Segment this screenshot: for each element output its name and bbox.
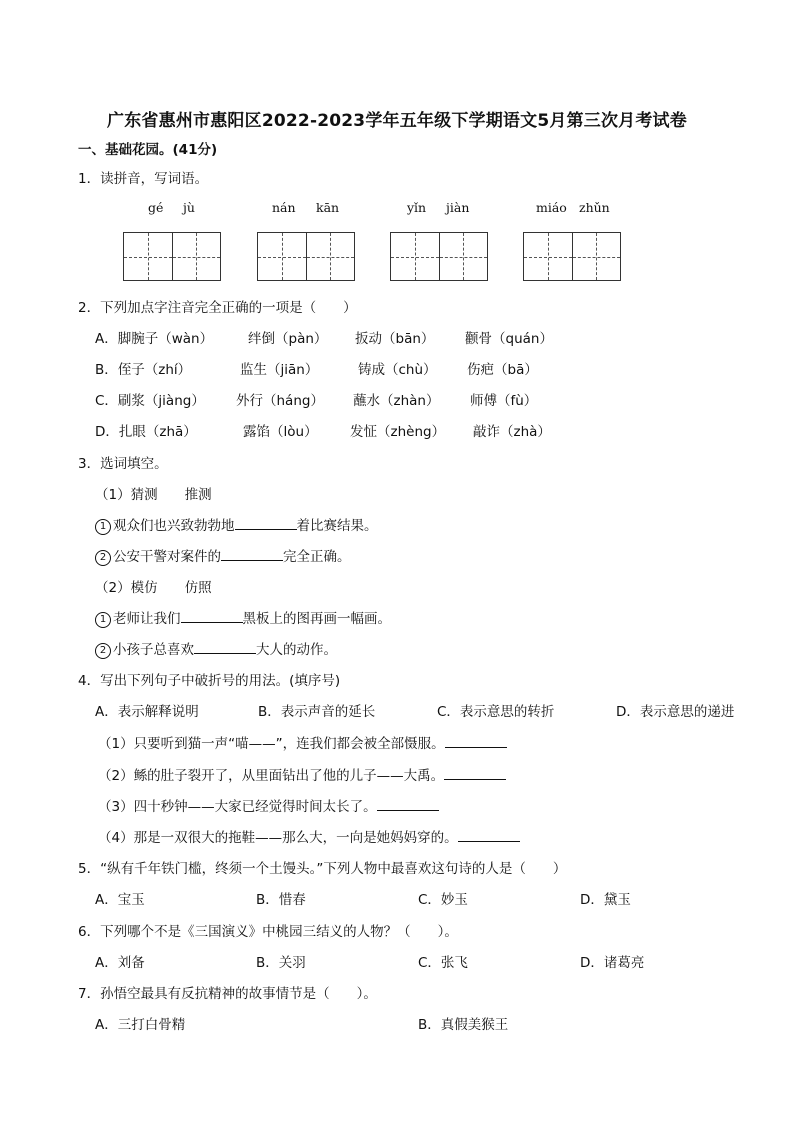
answer-blank[interactable] bbox=[181, 608, 243, 623]
question-1-stem: 1．读拼音，写词语。 bbox=[78, 171, 209, 187]
option-b: B．表示声音的延长 bbox=[258, 704, 376, 720]
sentence-text: （4）那是一双很大的拖鞋——那么大，一向是她妈妈穿的。 bbox=[98, 830, 458, 846]
word-pair: （2）模仿 仿照 bbox=[95, 580, 212, 596]
option-word: 监生（jiān） bbox=[240, 362, 319, 378]
answer-blank[interactable] bbox=[458, 827, 520, 842]
option-d: D．诸葛亮 bbox=[580, 955, 645, 971]
question-6-stem: 6．下列哪个不是《三国演义》中桃园三结义的人物？（ ）。 bbox=[78, 924, 458, 940]
option-c: C．张飞 bbox=[418, 955, 468, 971]
writing-grid[interactable] bbox=[257, 232, 355, 281]
option-word: 伤疤（bā） bbox=[467, 362, 538, 378]
sentence-text: 老师让我们 bbox=[113, 611, 181, 627]
answer-blank[interactable] bbox=[377, 796, 439, 811]
word-pair: （1）猜测 推测 bbox=[95, 487, 212, 503]
answer-blank[interactable] bbox=[194, 639, 256, 654]
sentence-text: 观众们也兴致勃勃地 bbox=[113, 518, 235, 534]
option-word: 铸成（chù） bbox=[358, 362, 437, 378]
option-word: 师傅（fù） bbox=[470, 393, 538, 409]
circled-number: 2 bbox=[95, 643, 111, 659]
option-c: C．妙玉 bbox=[418, 892, 468, 908]
option-d: D．表示意思的递进 bbox=[616, 704, 735, 720]
option-a: A．表示解释说明 bbox=[95, 704, 199, 720]
option-word: 敲诈（zhà） bbox=[473, 424, 551, 440]
option-a: A．刘备 bbox=[95, 955, 145, 971]
circled-number: 1 bbox=[95, 612, 111, 628]
question-4-stem: 4．写出下列句子中破折号的用法。(填序号) bbox=[78, 673, 341, 689]
answer-blank[interactable] bbox=[445, 733, 507, 748]
option-word: 扳动（bān） bbox=[355, 331, 435, 347]
pinyin: jiàn bbox=[446, 200, 470, 215]
option-a: A．三打白骨精 bbox=[95, 1017, 186, 1033]
section-heading: 一、基础花园。(41分) bbox=[78, 142, 218, 158]
pinyin: gé bbox=[148, 200, 164, 215]
sentence-text: 完全正确。 bbox=[283, 549, 351, 565]
pinyin: kān bbox=[316, 200, 340, 215]
sentence-item bbox=[98, 732, 507, 752]
circled-number: 1 bbox=[95, 519, 111, 535]
option-word: 发怔（zhèng） bbox=[350, 424, 446, 440]
page-title: 广东省惠州市惠阳区2022-2023学年五年级下学期语文5月第三次月考试卷 bbox=[107, 111, 687, 131]
option-b: B．侄子（zhí） bbox=[95, 362, 192, 378]
sentence-text: 黑板上的图再画一幅画。 bbox=[242, 611, 391, 627]
circled-number: 2 bbox=[95, 550, 111, 566]
sentence-text: 小孩子总喜欢 bbox=[113, 642, 194, 658]
pinyin: jù bbox=[183, 200, 195, 215]
question-5-stem: 5．“纵有千年铁门槛，终须一个土馒头。”下列人物中最喜欢这句诗的人是（ ） bbox=[78, 861, 567, 877]
sentence-item bbox=[98, 764, 506, 784]
fill-sentence bbox=[95, 607, 391, 628]
sentence-text: （1）只要听到猫一声“喵——”，连我们都会被全部慑服。 bbox=[98, 736, 445, 752]
option-word: 露馅（lòu） bbox=[243, 424, 318, 440]
question-2-stem: 2．下列加点字注音完全正确的一项是（ ） bbox=[78, 300, 357, 316]
option-b: B．关羽 bbox=[256, 955, 306, 971]
writing-grid[interactable] bbox=[390, 232, 488, 281]
option-b: B．真假美猴王 bbox=[418, 1017, 509, 1033]
option-word: 蘸水（zhàn） bbox=[353, 393, 440, 409]
answer-blank[interactable] bbox=[235, 515, 297, 530]
option-a: A．宝玉 bbox=[95, 892, 145, 908]
sentence-text: （3）四十秒钟——大家已经觉得时间太长了。 bbox=[98, 799, 377, 815]
sentence-text: （2）鲧的肚子裂开了，从里面钻出了他的儿子——大禹。 bbox=[98, 768, 445, 784]
fill-sentence bbox=[95, 545, 351, 566]
pinyin: yǐn bbox=[407, 200, 427, 215]
fill-sentence bbox=[95, 514, 378, 535]
question-7-stem: 7．孙悟空最具有反抗精神的故事情节是（ ）。 bbox=[78, 986, 377, 1002]
option-word: 绊倒（pàn） bbox=[248, 331, 328, 347]
option-b: B．惜春 bbox=[256, 892, 306, 908]
pinyin: miáo bbox=[536, 200, 567, 215]
sentence-text: 着比赛结果。 bbox=[296, 518, 378, 534]
sentence-item bbox=[98, 795, 439, 815]
writing-grid[interactable] bbox=[523, 232, 621, 281]
question-3-stem: 3．选词填空。 bbox=[78, 456, 168, 472]
option-c: C．刷浆（jiàng） bbox=[95, 393, 205, 409]
answer-blank[interactable] bbox=[221, 546, 283, 561]
sentence-text: 大人的动作。 bbox=[256, 642, 337, 658]
fill-sentence bbox=[95, 638, 337, 659]
option-d: D．黛玉 bbox=[580, 892, 631, 908]
answer-blank[interactable] bbox=[444, 765, 506, 780]
writing-grid[interactable] bbox=[123, 232, 221, 281]
pinyin: zhǔn bbox=[579, 200, 610, 215]
option-a: A．脚腕子（wàn） bbox=[95, 331, 214, 347]
option-d: D．扎眼（zhā） bbox=[95, 424, 197, 440]
option-word: 颧骨（quán） bbox=[465, 331, 553, 347]
pinyin: nán bbox=[272, 200, 296, 215]
sentence-text: 公安干警对案件的 bbox=[113, 549, 221, 565]
sentence-item bbox=[98, 826, 520, 846]
option-word: 外行（háng） bbox=[236, 393, 324, 409]
option-c: C．表示意思的转折 bbox=[437, 704, 555, 720]
